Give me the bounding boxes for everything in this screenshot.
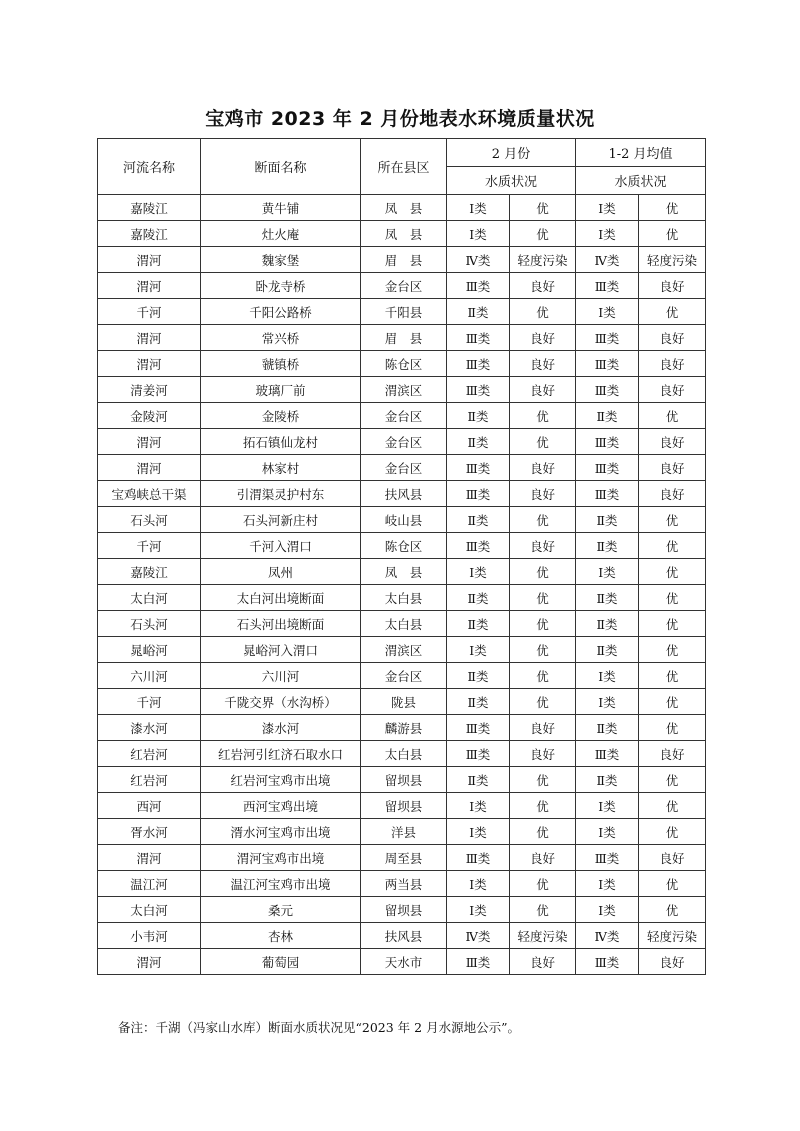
- header-quality-avg: 水质状况: [576, 167, 706, 195]
- avg-status-cell: 优: [639, 689, 706, 715]
- feb-status-cell: 优: [510, 819, 576, 845]
- feb-class-cell: Ⅱ类: [447, 611, 510, 637]
- avg-status-cell: 轻度污染: [639, 923, 706, 949]
- table-row: [98, 481, 706, 507]
- avg-class-cell: Ⅱ类: [576, 637, 639, 663]
- feb-class-cell: Ⅰ类: [447, 897, 510, 923]
- avg-class-cell: Ⅰ类: [576, 897, 639, 923]
- avg-status-cell: 优: [639, 559, 706, 585]
- feb-status-cell: 良好: [510, 325, 576, 351]
- table-row: [98, 533, 706, 559]
- feb-status-cell: 轻度污染: [510, 923, 576, 949]
- feb-status-cell: 优: [510, 403, 576, 429]
- section-cell: 林家村: [201, 455, 361, 481]
- county-cell: 太白县: [361, 585, 447, 611]
- section-cell: 灶火庵: [201, 221, 361, 247]
- avg-class-cell: Ⅲ类: [576, 845, 639, 871]
- river-cell: 渭河: [98, 325, 201, 351]
- feb-status-cell: 优: [510, 507, 576, 533]
- avg-class-cell: Ⅰ类: [576, 221, 639, 247]
- avg-class-cell: Ⅱ类: [576, 715, 639, 741]
- county-cell: 金台区: [361, 403, 447, 429]
- river-cell: 渭河: [98, 247, 201, 273]
- river-cell: 太白河: [98, 897, 201, 923]
- feb-class-cell: Ⅱ类: [447, 663, 510, 689]
- avg-class-cell: Ⅱ类: [576, 533, 639, 559]
- avg-status-cell: 优: [639, 871, 706, 897]
- river-cell: 嘉陵江: [98, 559, 201, 585]
- county-cell: 麟游县: [361, 715, 447, 741]
- river-cell: 小韦河: [98, 923, 201, 949]
- table-row: [98, 351, 706, 377]
- feb-class-cell: Ⅳ类: [447, 247, 510, 273]
- avg-class-cell: Ⅲ类: [576, 481, 639, 507]
- section-cell: 千阳公路桥: [201, 299, 361, 325]
- feb-status-cell: 良好: [510, 481, 576, 507]
- county-cell: 凤 县: [361, 221, 447, 247]
- table-row: [98, 273, 706, 299]
- section-cell: 拓石镇仙龙村: [201, 429, 361, 455]
- table-row: [98, 377, 706, 403]
- county-cell: 渭滨区: [361, 377, 447, 403]
- avg-class-cell: Ⅲ类: [576, 325, 639, 351]
- section-cell: 千河入渭口: [201, 533, 361, 559]
- feb-class-cell: Ⅲ类: [447, 273, 510, 299]
- feb-class-cell: Ⅱ类: [447, 429, 510, 455]
- avg-class-cell: Ⅱ类: [576, 611, 639, 637]
- feb-status-cell: 良好: [510, 715, 576, 741]
- table-row: [98, 741, 706, 767]
- section-cell: 湑水河宝鸡市出境: [201, 819, 361, 845]
- river-cell: 西河: [98, 793, 201, 819]
- county-cell: 扶风县: [361, 481, 447, 507]
- county-cell: 留坝县: [361, 897, 447, 923]
- county-cell: 岐山县: [361, 507, 447, 533]
- table-row: [98, 611, 706, 637]
- feb-class-cell: Ⅲ类: [447, 949, 510, 975]
- table-row: [98, 871, 706, 897]
- section-cell: 桑元: [201, 897, 361, 923]
- section-cell: 虢镇桥: [201, 351, 361, 377]
- feb-class-cell: Ⅲ类: [447, 351, 510, 377]
- avg-class-cell: Ⅱ类: [576, 507, 639, 533]
- avg-status-cell: 优: [639, 819, 706, 845]
- section-cell: 渭河宝鸡市出境: [201, 845, 361, 871]
- avg-status-cell: 优: [639, 507, 706, 533]
- feb-status-cell: 优: [510, 585, 576, 611]
- feb-status-cell: 优: [510, 871, 576, 897]
- avg-status-cell: 优: [639, 663, 706, 689]
- avg-class-cell: Ⅰ类: [576, 871, 639, 897]
- avg-class-cell: Ⅰ类: [576, 299, 639, 325]
- county-cell: 天水市: [361, 949, 447, 975]
- feb-class-cell: Ⅱ类: [447, 507, 510, 533]
- county-cell: 周至县: [361, 845, 447, 871]
- county-cell: 陈仓区: [361, 351, 447, 377]
- feb-status-cell: 优: [510, 793, 576, 819]
- county-cell: 千阳县: [361, 299, 447, 325]
- footnote: 备注：千湖（冯家山水库）断面水质状况见“2023 年 2 月水源地公示”。: [118, 1020, 520, 1035]
- feb-status-cell: 良好: [510, 455, 576, 481]
- section-cell: 常兴桥: [201, 325, 361, 351]
- river-cell: 温江河: [98, 871, 201, 897]
- county-cell: 扶风县: [361, 923, 447, 949]
- river-cell: 晁峪河: [98, 637, 201, 663]
- section-cell: 杏林: [201, 923, 361, 949]
- feb-class-cell: Ⅲ类: [447, 715, 510, 741]
- feb-status-cell: 优: [510, 221, 576, 247]
- river-cell: 清姜河: [98, 377, 201, 403]
- table-row: [98, 715, 706, 741]
- section-cell: 漆水河: [201, 715, 361, 741]
- county-cell: 眉 县: [361, 247, 447, 273]
- header-county: 所在县区: [361, 139, 447, 195]
- county-cell: 凤 县: [361, 559, 447, 585]
- feb-status-cell: 良好: [510, 351, 576, 377]
- county-cell: 太白县: [361, 611, 447, 637]
- table-row: [98, 299, 706, 325]
- table-row: [98, 897, 706, 923]
- river-cell: 渭河: [98, 949, 201, 975]
- avg-status-cell: 优: [639, 585, 706, 611]
- feb-class-cell: Ⅱ类: [447, 403, 510, 429]
- table-row: [98, 663, 706, 689]
- avg-status-cell: 良好: [639, 455, 706, 481]
- feb-class-cell: Ⅲ类: [447, 741, 510, 767]
- avg-status-cell: 良好: [639, 351, 706, 377]
- feb-class-cell: Ⅱ类: [447, 299, 510, 325]
- river-cell: 渭河: [98, 429, 201, 455]
- county-cell: 陈仓区: [361, 533, 447, 559]
- feb-status-cell: 良好: [510, 533, 576, 559]
- section-cell: 红岩河引红济石取水口: [201, 741, 361, 767]
- table-row: [98, 923, 706, 949]
- header-month: 2 月份: [447, 139, 576, 167]
- avg-class-cell: Ⅳ类: [576, 923, 639, 949]
- section-cell: 六川河: [201, 663, 361, 689]
- county-cell: 金台区: [361, 663, 447, 689]
- avg-class-cell: Ⅰ类: [576, 663, 639, 689]
- header-river: 河流名称: [98, 139, 201, 195]
- feb-class-cell: Ⅲ类: [447, 377, 510, 403]
- table-row: [98, 403, 706, 429]
- table-row: [98, 949, 706, 975]
- feb-status-cell: 优: [510, 195, 576, 221]
- section-cell: 卧龙寺桥: [201, 273, 361, 299]
- river-cell: 嘉陵江: [98, 221, 201, 247]
- table-row: [98, 689, 706, 715]
- water-quality-table: [97, 138, 706, 975]
- river-cell: 石头河: [98, 611, 201, 637]
- avg-class-cell: Ⅲ类: [576, 949, 639, 975]
- avg-class-cell: Ⅰ类: [576, 559, 639, 585]
- river-cell: 渭河: [98, 273, 201, 299]
- section-cell: 黄牛铺: [201, 195, 361, 221]
- section-cell: 魏家堡: [201, 247, 361, 273]
- avg-status-cell: 优: [639, 299, 706, 325]
- table-row: [98, 559, 706, 585]
- county-cell: 凤 县: [361, 195, 447, 221]
- county-cell: 留坝县: [361, 793, 447, 819]
- avg-status-cell: 优: [639, 221, 706, 247]
- section-cell: 石头河新庄村: [201, 507, 361, 533]
- feb-class-cell: Ⅲ类: [447, 455, 510, 481]
- avg-status-cell: 优: [639, 195, 706, 221]
- header-section: 断面名称: [201, 139, 361, 195]
- table-row: [98, 507, 706, 533]
- table-row: [98, 455, 706, 481]
- river-cell: 漆水河: [98, 715, 201, 741]
- feb-status-cell: 优: [510, 299, 576, 325]
- section-cell: 金陵桥: [201, 403, 361, 429]
- avg-class-cell: Ⅲ类: [576, 455, 639, 481]
- river-cell: 千河: [98, 299, 201, 325]
- section-cell: 红岩河宝鸡市出境: [201, 767, 361, 793]
- table-body: [98, 195, 706, 975]
- feb-class-cell: Ⅰ类: [447, 195, 510, 221]
- feb-status-cell: 优: [510, 637, 576, 663]
- county-cell: 眉 县: [361, 325, 447, 351]
- table-row: [98, 793, 706, 819]
- section-cell: 引渭渠灵护村东: [201, 481, 361, 507]
- table-row: [98, 845, 706, 871]
- section-cell: 石头河出境断面: [201, 611, 361, 637]
- feb-class-cell: Ⅱ类: [447, 689, 510, 715]
- feb-class-cell: Ⅲ类: [447, 481, 510, 507]
- feb-status-cell: 优: [510, 429, 576, 455]
- avg-status-cell: 良好: [639, 429, 706, 455]
- avg-status-cell: 优: [639, 897, 706, 923]
- page-title: 宝鸡市 2023 年 2 月份地表水环境质量状况: [205, 108, 595, 130]
- feb-status-cell: 良好: [510, 741, 576, 767]
- feb-class-cell: Ⅰ类: [447, 559, 510, 585]
- avg-class-cell: Ⅰ类: [576, 689, 639, 715]
- table-row: [98, 637, 706, 663]
- table-row: [98, 819, 706, 845]
- feb-class-cell: Ⅲ类: [447, 845, 510, 871]
- feb-status-cell: 优: [510, 689, 576, 715]
- feb-class-cell: Ⅰ类: [447, 793, 510, 819]
- table-row: [98, 247, 706, 273]
- avg-status-cell: 优: [639, 767, 706, 793]
- section-cell: 西河宝鸡出境: [201, 793, 361, 819]
- river-cell: 宝鸡峡总干渠: [98, 481, 201, 507]
- avg-class-cell: Ⅲ类: [576, 377, 639, 403]
- river-cell: 渭河: [98, 455, 201, 481]
- feb-class-cell: Ⅱ类: [447, 767, 510, 793]
- river-cell: 石头河: [98, 507, 201, 533]
- table-row: [98, 195, 706, 221]
- river-cell: 金陵河: [98, 403, 201, 429]
- feb-status-cell: 优: [510, 559, 576, 585]
- feb-status-cell: 轻度污染: [510, 247, 576, 273]
- county-cell: 渭滨区: [361, 637, 447, 663]
- avg-class-cell: Ⅲ类: [576, 741, 639, 767]
- avg-class-cell: Ⅱ类: [576, 585, 639, 611]
- avg-class-cell: Ⅲ类: [576, 273, 639, 299]
- feb-class-cell: Ⅳ类: [447, 923, 510, 949]
- avg-status-cell: 良好: [639, 377, 706, 403]
- avg-status-cell: 优: [639, 715, 706, 741]
- avg-status-cell: 良好: [639, 845, 706, 871]
- feb-status-cell: 优: [510, 663, 576, 689]
- river-cell: 红岩河: [98, 767, 201, 793]
- table-row: [98, 767, 706, 793]
- feb-status-cell: 良好: [510, 949, 576, 975]
- avg-status-cell: 优: [639, 793, 706, 819]
- avg-status-cell: 良好: [639, 273, 706, 299]
- feb-class-cell: Ⅲ类: [447, 533, 510, 559]
- county-cell: 陇县: [361, 689, 447, 715]
- avg-class-cell: Ⅱ类: [576, 767, 639, 793]
- section-cell: 葡萄园: [201, 949, 361, 975]
- section-cell: 晁峪河入渭口: [201, 637, 361, 663]
- section-cell: 玻璃厂前: [201, 377, 361, 403]
- section-cell: 温江河宝鸡市出境: [201, 871, 361, 897]
- avg-status-cell: 良好: [639, 949, 706, 975]
- feb-class-cell: Ⅱ类: [447, 585, 510, 611]
- river-cell: 千河: [98, 533, 201, 559]
- river-cell: 胥水河: [98, 819, 201, 845]
- table-row: [98, 221, 706, 247]
- county-cell: 洋县: [361, 819, 447, 845]
- avg-status-cell: 优: [639, 611, 706, 637]
- feb-class-cell: Ⅲ类: [447, 325, 510, 351]
- avg-status-cell: 良好: [639, 481, 706, 507]
- header-quality-feb: 水质状况: [447, 167, 576, 195]
- avg-status-cell: 优: [639, 533, 706, 559]
- avg-status-cell: 优: [639, 403, 706, 429]
- feb-status-cell: 良好: [510, 377, 576, 403]
- table-row: [98, 429, 706, 455]
- avg-class-cell: Ⅰ类: [576, 793, 639, 819]
- county-cell: 两当县: [361, 871, 447, 897]
- feb-status-cell: 优: [510, 767, 576, 793]
- avg-status-cell: 轻度污染: [639, 247, 706, 273]
- river-cell: 渭河: [98, 845, 201, 871]
- avg-class-cell: Ⅰ类: [576, 195, 639, 221]
- county-cell: 金台区: [361, 455, 447, 481]
- avg-class-cell: Ⅳ类: [576, 247, 639, 273]
- section-cell: 凤州: [201, 559, 361, 585]
- feb-status-cell: 良好: [510, 845, 576, 871]
- table-row: [98, 585, 706, 611]
- feb-status-cell: 良好: [510, 273, 576, 299]
- feb-class-cell: Ⅰ类: [447, 221, 510, 247]
- river-cell: 千河: [98, 689, 201, 715]
- feb-class-cell: Ⅰ类: [447, 819, 510, 845]
- county-cell: 金台区: [361, 429, 447, 455]
- section-cell: 千陇交界（水沟桥）: [201, 689, 361, 715]
- county-cell: 留坝县: [361, 767, 447, 793]
- avg-status-cell: 优: [639, 637, 706, 663]
- river-cell: 六川河: [98, 663, 201, 689]
- river-cell: 太白河: [98, 585, 201, 611]
- avg-class-cell: Ⅲ类: [576, 351, 639, 377]
- feb-status-cell: 优: [510, 897, 576, 923]
- section-cell: 太白河出境断面: [201, 585, 361, 611]
- river-cell: 嘉陵江: [98, 195, 201, 221]
- county-cell: 太白县: [361, 741, 447, 767]
- table-row: [98, 325, 706, 351]
- header-cumulative: 1-2 月均值: [576, 139, 706, 167]
- avg-status-cell: 良好: [639, 741, 706, 767]
- avg-class-cell: Ⅱ类: [576, 403, 639, 429]
- feb-status-cell: 优: [510, 611, 576, 637]
- county-cell: 金台区: [361, 273, 447, 299]
- feb-class-cell: Ⅰ类: [447, 637, 510, 663]
- avg-class-cell: Ⅲ类: [576, 429, 639, 455]
- avg-status-cell: 良好: [639, 325, 706, 351]
- river-cell: 红岩河: [98, 741, 201, 767]
- avg-class-cell: Ⅰ类: [576, 819, 639, 845]
- river-cell: 渭河: [98, 351, 201, 377]
- feb-class-cell: Ⅰ类: [447, 871, 510, 897]
